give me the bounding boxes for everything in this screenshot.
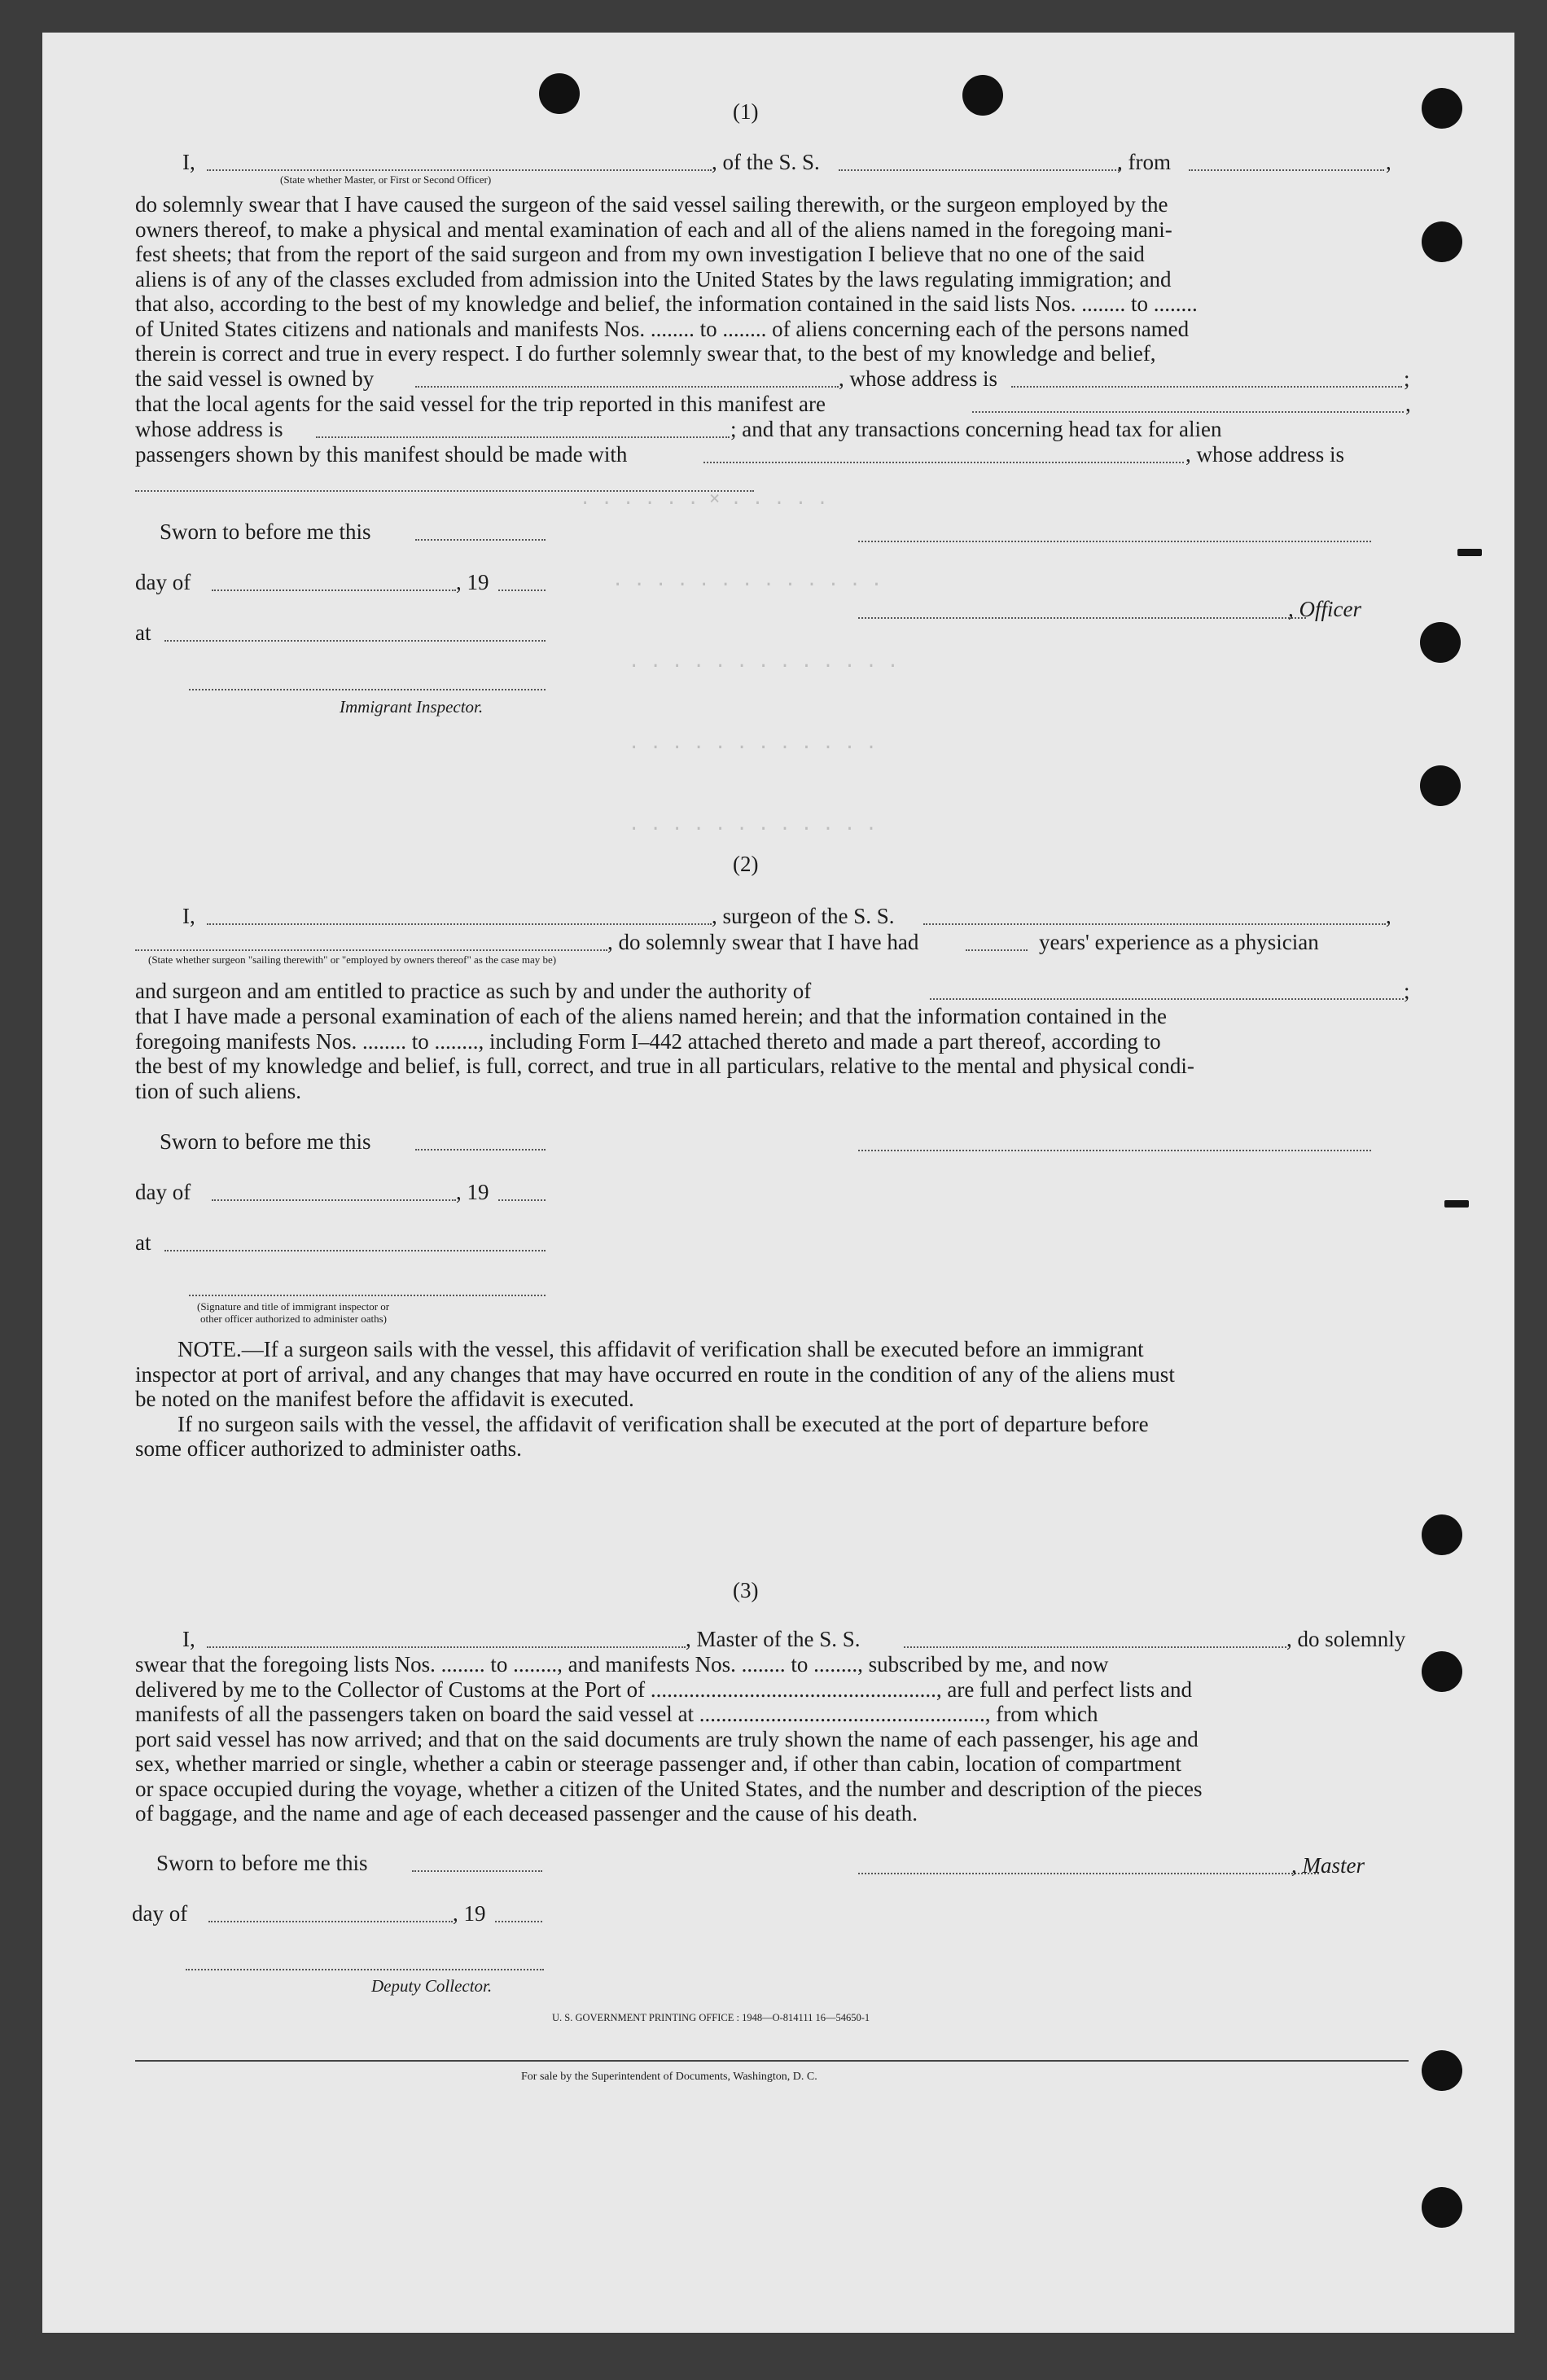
ship-name-field[interactable]: [904, 1646, 1286, 1648]
oath-body: [135, 192, 1415, 366]
day-of-label: day of: [135, 1180, 191, 1204]
line-end: ;: [1404, 979, 1410, 1003]
do-solemnly-text: , do solemnly: [1286, 1627, 1406, 1651]
passengers-text: passengers shown by this manifest should be made with: [135, 442, 628, 467]
officer-title-line[interactable]: [858, 617, 1306, 619]
note-line: NOTE.—If a surgeon sails with the vessel, this affidavit of verification shall be executed before an immigrant: [177, 1337, 1144, 1361]
oath-line: of baggage, and the name and age of each deceased passenger and the cause of his death.: [135, 1801, 918, 1826]
month-field[interactable]: [208, 1921, 453, 1922]
from-label: , from: [1117, 150, 1171, 174]
oath-line: manifests of all the passengers taken on board the said vessel at ...................................................., from which: [135, 1702, 1098, 1726]
year-label: , 19: [456, 570, 489, 594]
oath-line: owners thereof, to make a physical and mental examination of each and all of the aliens named in the foregoing mani-: [135, 217, 1172, 242]
at-label: at: [135, 1230, 151, 1255]
place-field[interactable]: [164, 640, 546, 642]
note-block: [135, 1337, 1415, 1462]
oath-line: foregoing manifests Nos. ........ to ........, including Form I–442 attached thereto and made a part thereof, according to: [135, 1028, 1161, 1054]
sworn-date-field[interactable]: [415, 1149, 546, 1151]
note-line: some officer authorized to administer oaths.: [135, 1436, 522, 1461]
sale-line: For sale by the Superintendent of Documents, Washington, D. C.: [521, 2071, 817, 2083]
bleed-through-text: . . . . . . . . . . . .: [629, 733, 877, 753]
year-field[interactable]: [495, 1921, 542, 1922]
note-line: inspector at port of arrival, and any changes that may have occurred en route in the condition of any of the aliens must: [135, 1361, 1175, 1387]
signature-note: (Signature and title of immigrant inspector or: [197, 1300, 390, 1313]
surgeon-status-field[interactable]: [135, 949, 607, 951]
years-experience-text: years' experience as a physician: [1039, 930, 1319, 954]
printing-office-line: U. S. GOVERNMENT PRINTING OFFICE : 1948—O-814111 16—54650-1: [552, 2012, 870, 2023]
line-end: ,: [1386, 150, 1391, 174]
owned-by-label: the said vessel is owned by: [135, 366, 375, 391]
officer-label: , Officer: [1288, 597, 1361, 621]
pledge-i: I,: [182, 150, 195, 174]
oath-line: tion of such aliens.: [135, 1078, 301, 1103]
form-page: [42, 33, 1514, 2333]
year-field[interactable]: [498, 590, 546, 591]
footer-rule: [135, 2060, 1409, 2062]
transactions-address-field[interactable]: [135, 490, 754, 492]
bleed-through-text: . . . . . . . . . . . .: [629, 814, 877, 835]
officer-signature-line[interactable]: [858, 541, 1371, 542]
officer-note: (State whether Master, or First or Second Officer): [280, 173, 492, 186]
place-field[interactable]: [164, 1250, 546, 1251]
bleed-through-text: . . . . . . . . . . . . .: [629, 651, 899, 672]
year-label: , 19: [456, 1180, 489, 1204]
ship-name-field[interactable]: [839, 169, 1120, 171]
master-oath-body: [135, 1652, 1415, 1826]
surgeon-note: (State whether surgeon "sailing therewith" or "employed by owners thereof" as the case may be): [148, 953, 557, 966]
binding-mark: [1457, 549, 1482, 556]
deputy-signature-line[interactable]: [186, 1969, 544, 1970]
departure-port-field[interactable]: [1189, 169, 1384, 171]
of-ship-label: , of the S. S.: [712, 150, 820, 174]
binding-mark: [1444, 1200, 1469, 1208]
oath-line: delivered by me to the Collector of Customs at the Port of ...................................................., are full and perfect lists and: [135, 1677, 1193, 1702]
deputy-label: Deputy Collector.: [371, 1976, 493, 1996]
master-of-ship-label: , Master of the S. S.: [686, 1627, 861, 1651]
inspector-signature-line[interactable]: [189, 1295, 546, 1296]
punch-hole: [1420, 765, 1461, 806]
oath-line: swear that the foregoing lists Nos. ........ to ........, and manifests Nos. ........ to ........, subscribed by me, and now: [135, 1652, 1109, 1677]
section-number: (3): [733, 1578, 759, 1602]
oath-line: aliens is of any of the classes excluded from admission into the United States by the laws regulating immigration; and: [135, 266, 1172, 291]
sworn-label: Sworn to before me this: [156, 1851, 368, 1875]
inspector-signature-line[interactable]: [189, 689, 546, 690]
pledge-i: I,: [182, 904, 195, 928]
at-label: at: [135, 620, 151, 645]
authority-text: and surgeon and am entitled to practice as such by and under the authority of: [135, 979, 812, 1003]
local-agents-field[interactable]: [972, 411, 1404, 413]
line-end: ;: [1404, 366, 1410, 391]
local-agents-label: that the local agents for the said vessel for the trip reported in this manifest are: [135, 392, 826, 416]
bleed-through-text: . . . . . . . . . . . . .: [612, 570, 883, 590]
year-label: , 19: [453, 1901, 486, 1926]
oath-line: therein is correct and true in every respect. I do further solemnly swear that, to the best of my knowledge and belief,: [135, 341, 1156, 366]
oath-line: of United States citizens and nationals and manifests Nos. ........ to ........ of aliens concerning each of the persons named: [135, 316, 1190, 341]
bleed-through-text: . . . . . . × . . . . .: [580, 489, 828, 509]
whose-address-label: whose address is: [135, 417, 283, 441]
master-label: , Master: [1291, 1853, 1365, 1878]
pledge-i: I,: [182, 1627, 195, 1651]
oath-line: that I have made a personal examination of each of the aliens named herein; and that the information contained in the: [135, 1004, 1168, 1028]
line-end: ,: [1386, 904, 1391, 928]
punch-hole: [1422, 2187, 1462, 2228]
year-field[interactable]: [498, 1199, 546, 1201]
surgeon-name-field[interactable]: [207, 923, 712, 925]
oath-line: sex, whether married or single, whether a cabin or steerage passenger and, if other than cabin, location of compartment: [135, 1751, 1182, 1776]
oath-line: that also, according to the best of my knowledge and belief, the information contained in the said lists Nos. ........ to ........: [135, 291, 1198, 316]
oath-line: or space occupied during the voyage, whether a citizen of the United States, and the number and description of the pieces: [135, 1776, 1203, 1801]
line-end: ,: [1405, 392, 1411, 416]
head-tax-text: ; and that any transactions concerning head tax for alien: [730, 417, 1222, 441]
punch-hole: [1422, 221, 1462, 262]
inspector-label: Immigrant Inspector.: [340, 697, 484, 717]
master-signature-line[interactable]: [858, 1873, 1319, 1874]
owner-field[interactable]: [415, 386, 839, 388]
agents-address-field[interactable]: [316, 436, 730, 438]
authority-field[interactable]: [930, 998, 1404, 1000]
punch-hole: [1422, 2050, 1462, 2091]
punch-hole: [1422, 1514, 1462, 1555]
month-field[interactable]: [212, 1199, 456, 1201]
oath-line: the best of my knowledge and belief, is full, correct, and true in all particulars, relative to the mental and physical condi-: [135, 1054, 1194, 1078]
punch-hole: [1422, 1651, 1462, 1692]
master-name-field[interactable]: [207, 1646, 686, 1648]
whose-address-label: , whose address is: [839, 366, 997, 391]
sworn-label: Sworn to before me this: [160, 519, 371, 544]
surgeon-signature-line[interactable]: [858, 1150, 1371, 1151]
day-of-label: day of: [135, 570, 191, 594]
officer-name-field[interactable]: [207, 169, 712, 171]
punch-hole: [1420, 622, 1461, 663]
sworn-date-field[interactable]: [412, 1870, 542, 1872]
day-of-label: day of: [132, 1901, 188, 1926]
punch-hole: [962, 75, 1003, 116]
owner-address-field[interactable]: [1011, 386, 1402, 388]
note-line: be noted on the manifest before the affidavit is executed.: [135, 1387, 634, 1411]
section-number: (1): [733, 99, 759, 124]
section-number: (2): [733, 852, 759, 876]
surgeon-of-ship-label: , surgeon of the S. S.: [712, 904, 895, 928]
oath-line: do solemnly swear that I have caused the surgeon of the said vessel sailing therewith, or the surgeon employed by the: [135, 192, 1168, 217]
whose-address-label: , whose address is: [1185, 442, 1344, 467]
years-field[interactable]: [966, 949, 1028, 951]
surgeon-oath-body: [135, 1004, 1415, 1103]
note-line: If no surgeon sails with the vessel, the affidavit of verification shall be executed at the port of departure before: [177, 1411, 1149, 1436]
ship-name-field[interactable]: [923, 923, 1386, 925]
oath-line: fest sheets; that from the report of the said surgeon and from my own investigation I believe that no one of the said: [135, 242, 1145, 266]
month-field[interactable]: [212, 590, 456, 591]
signature-note: other officer authorized to administer oaths): [200, 1313, 387, 1325]
sworn-label: Sworn to before me this: [160, 1129, 371, 1154]
punch-hole: [539, 73, 580, 114]
punch-hole: [1422, 88, 1462, 129]
swear-experience-text: , do solemnly swear that I have had: [607, 930, 919, 954]
sworn-date-field[interactable]: [415, 539, 546, 541]
transactions-field[interactable]: [703, 462, 1184, 463]
oath-line: port said vessel has now arrived; and that on the said documents are truly shown the name of each passenger, his age and: [135, 1726, 1199, 1751]
